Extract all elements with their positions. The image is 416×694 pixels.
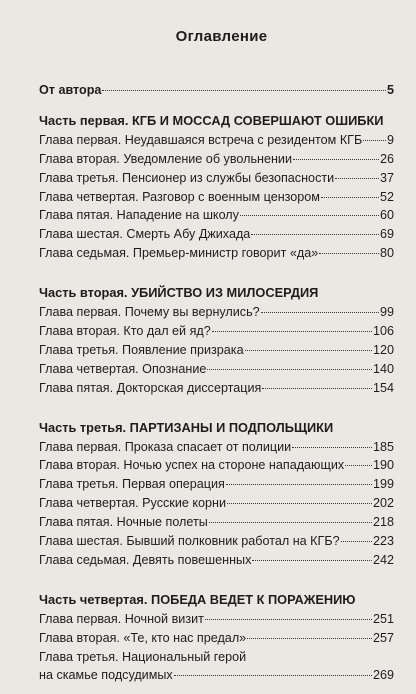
entry-label: Глава вторая. Уведомление об увольнении	[39, 151, 292, 166]
leader-dots	[207, 369, 372, 370]
toc-part-3	[39, 398, 394, 570]
entry-page: 257	[372, 630, 394, 645]
entry-page: 52	[379, 189, 394, 204]
section-gap	[39, 263, 394, 272]
entry-label: Глава седьмая. Девять повешенных	[39, 552, 252, 567]
leader-dots	[293, 159, 379, 160]
leader-dots	[292, 447, 372, 448]
entry-label: Глава вторая. «Те, кто нас предал»	[39, 630, 247, 645]
entry-label: От автора	[39, 83, 102, 97]
entry-page: 190	[372, 458, 394, 473]
entry-page: 269	[372, 668, 394, 683]
leader-dots	[174, 675, 372, 676]
toc-entry[interactable]	[39, 513, 394, 532]
entry-label: Глава третья. Первая операция	[39, 477, 225, 492]
entry-page: 99	[379, 305, 394, 320]
toc-entry[interactable]	[39, 438, 394, 457]
entry-page: 106	[372, 323, 394, 338]
entry-page: 80	[379, 246, 394, 261]
toc-entry[interactable]	[39, 341, 394, 360]
entry-label: Глава вторая. Кто дал ей яд?	[39, 323, 211, 338]
part-heading[interactable]	[39, 591, 394, 610]
entry-label: Глава первая. Ночной визит	[39, 611, 204, 626]
toc-entry-label-line[interactable]: Глава третья. Национальный герой	[39, 649, 247, 664]
toc-entry[interactable]	[39, 131, 394, 150]
leader-dots	[209, 522, 372, 523]
leader-dots	[247, 638, 372, 639]
page-title: Оглавление	[175, 28, 268, 45]
leader-dots	[261, 312, 379, 313]
entry-page: 223	[372, 534, 394, 549]
leader-dots	[102, 90, 386, 91]
leader-dots	[240, 215, 379, 216]
leader-dots	[341, 541, 372, 542]
entry-page: 251	[372, 611, 394, 626]
section-gap	[39, 570, 394, 579]
entry-page: 202	[372, 496, 394, 511]
part-label: Часть первая.	[39, 112, 129, 128]
toc-entry[interactable]	[39, 475, 394, 494]
toc-parts	[39, 112, 394, 685]
part-heading[interactable]	[39, 419, 394, 438]
leader-dots	[205, 619, 372, 620]
entry-label: Глава первая. Неудавшаяся встреча с резидентом КГБ	[39, 132, 363, 147]
toc-entry[interactable]	[39, 169, 394, 188]
entry-label: Глава пятая. Нападение на школу	[39, 208, 239, 223]
part-heading[interactable]	[39, 112, 394, 131]
leader-dots	[319, 253, 379, 254]
toc-entry[interactable]	[39, 379, 394, 398]
part-title: ПАРТИЗАНЫ И ПОДПОЛЬЩИКИ	[129, 419, 334, 435]
entry-label: Глава пятая. Ночные полеты	[39, 515, 208, 530]
leader-dots	[262, 388, 372, 389]
toc-entry[interactable]	[39, 244, 394, 263]
toc-entry[interactable]	[39, 360, 394, 379]
toc-entry[interactable]	[39, 456, 394, 475]
entry-page: 9	[386, 132, 394, 147]
entry-label: Глава шестая. Смерть Абу Джихада	[39, 227, 251, 242]
entry-label: Глава третья. Пенсионер из службы безопасности	[39, 170, 335, 185]
toc-part-1	[39, 112, 394, 263]
leader-dots	[245, 350, 372, 351]
entry-label: Глава вторая. Ночью успех на стороне нападающих	[39, 458, 345, 473]
leader-dots	[335, 178, 379, 179]
toc-entry[interactable]	[39, 206, 394, 225]
part-label: Часть вторая.	[39, 285, 128, 301]
toc-entry[interactable]	[39, 666, 394, 685]
toc-entry[interactable]	[39, 610, 394, 629]
entry-label: Глава седьмая. Премьер-министр говорит «да»	[39, 246, 319, 261]
entry-label: на скамье подсудимых	[39, 668, 173, 683]
entry-page: 60	[379, 208, 394, 223]
section-gap	[39, 398, 394, 407]
part-heading[interactable]	[39, 284, 394, 303]
leader-dots	[212, 331, 372, 332]
leader-dots	[345, 465, 372, 466]
entry-page: 69	[379, 227, 394, 242]
leader-dots	[363, 140, 386, 141]
toc-entry[interactable]	[39, 322, 394, 341]
entry-page: 242	[372, 552, 394, 567]
part-title: ПОБЕДА ВЕДЕТ К ПОРАЖЕНИЮ	[151, 591, 356, 607]
leader-dots	[321, 197, 379, 198]
entry-page: 218	[372, 515, 394, 530]
leader-dots	[251, 234, 379, 235]
entry-page: 26	[379, 151, 394, 166]
entry-label: Глава первая. Проказа спасает от полиции	[39, 439, 292, 454]
toc-entry[interactable]	[39, 225, 394, 244]
leader-dots	[226, 484, 372, 485]
toc-part-4	[39, 570, 394, 686]
entry-label: Глава третья. Появление призрака	[39, 342, 244, 357]
entry-page: 185	[372, 439, 394, 454]
entry-label: Глава четвертая. Русские корни	[39, 496, 227, 511]
leader-dots	[252, 560, 372, 561]
toc-entry[interactable]	[39, 532, 394, 551]
entry-label: Глава первая. Почему вы вернулись?	[39, 305, 260, 320]
part-label: Часть третья.	[39, 419, 127, 435]
toc-entry[interactable]	[39, 303, 394, 322]
entry-page: 140	[372, 361, 394, 376]
toc-entry[interactable]	[39, 629, 394, 648]
part-title: УБИЙСТВО ИЗ МИЛОСЕРДИЯ	[131, 285, 319, 301]
toc-entry[interactable]	[39, 188, 394, 207]
entry-label: Глава пятая. Докторская диссертация	[39, 380, 262, 395]
leader-dots	[227, 503, 372, 504]
entry-page: 154	[372, 380, 394, 395]
toc-entry[interactable]	[39, 494, 394, 513]
toc-entry-foreword[interactable]	[39, 81, 394, 100]
entry-page: 199	[372, 477, 394, 492]
entry-label: Глава шестая. Бывший полковник работал на КГБ?	[39, 534, 340, 549]
entry-page: 120	[372, 342, 394, 357]
entry-page: 5	[386, 83, 394, 97]
entry-label: Глава четвертая. Разговор с военным цензором	[39, 189, 320, 204]
entry-label: Глава четвертая. Опознание	[39, 361, 207, 376]
toc-part-2	[39, 263, 394, 397]
toc-entry[interactable]	[39, 551, 394, 570]
part-title: КГБ И МОССАД СОВЕРШАЮТ ОШИБКИ	[131, 112, 384, 128]
part-label: Часть четвертая.	[39, 591, 148, 607]
toc-entry[interactable]	[39, 150, 394, 169]
entry-page: 37	[379, 170, 394, 185]
